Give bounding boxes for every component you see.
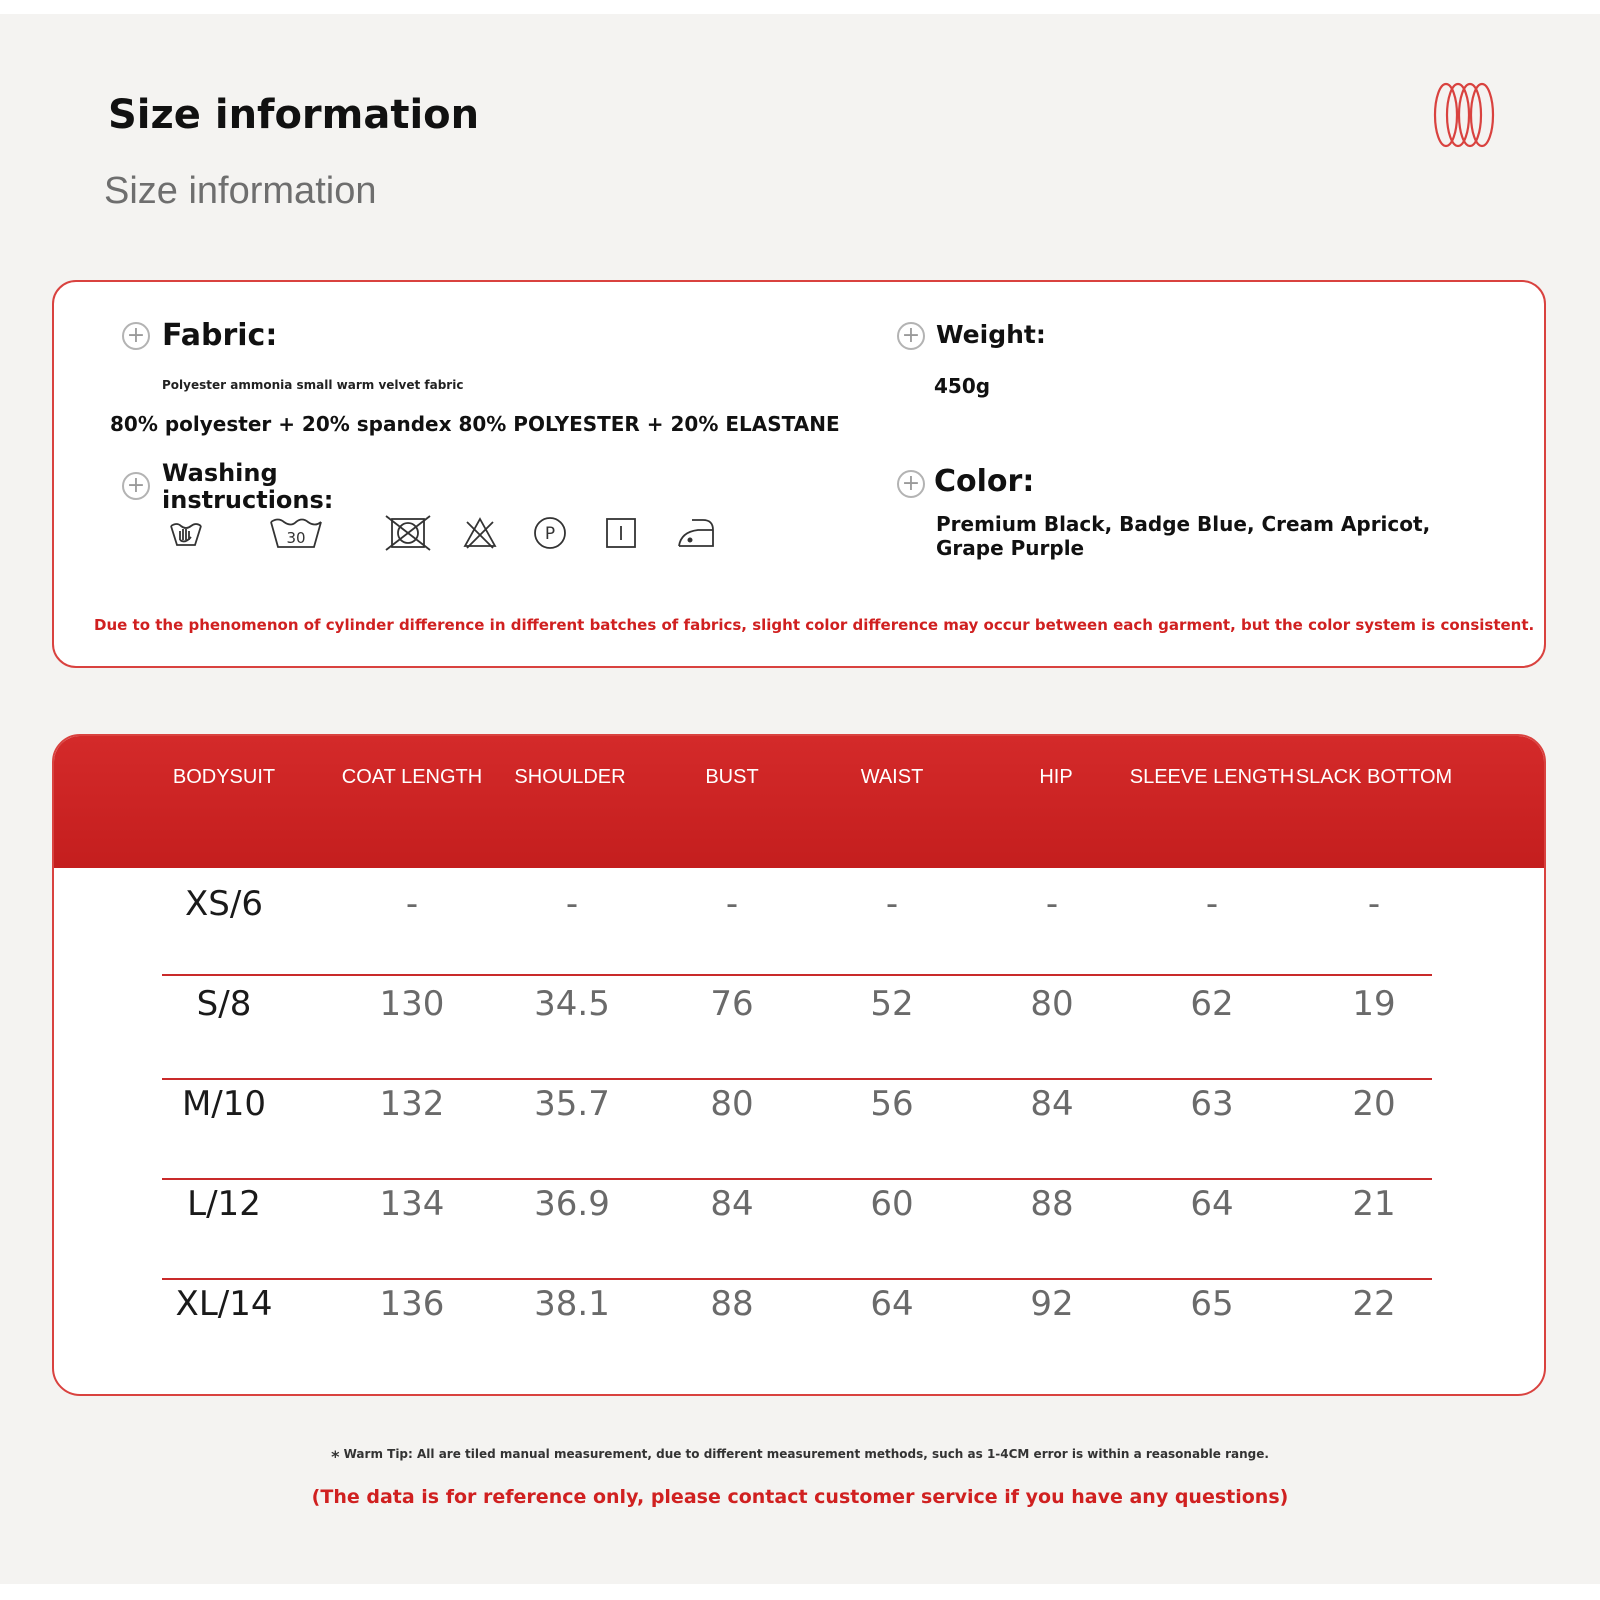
do-not-bleach-icon xyxy=(462,516,498,550)
reference-notice: (The data is for reference only, please contact customer service if you have any questions) xyxy=(311,1486,1289,1508)
weight-value: 450g xyxy=(934,374,991,398)
size-cell: 62 xyxy=(1190,984,1234,1024)
column-header: SHOULDER xyxy=(514,766,626,788)
size-cell: 19 xyxy=(1352,984,1396,1024)
size-cell: 34.5 xyxy=(534,984,610,1024)
dry-clean-p-text: P xyxy=(544,524,556,544)
bottom-strip xyxy=(0,1584,1600,1600)
size-cell: 64 xyxy=(870,1284,914,1324)
column-header: WAIST xyxy=(860,766,924,788)
tip-star: * xyxy=(331,1447,340,1466)
row-divider xyxy=(162,974,1432,976)
size-cell: 80 xyxy=(1030,984,1074,1024)
size-cell: - xyxy=(1367,884,1381,924)
page-subtitle: Size information xyxy=(104,170,377,212)
color-line2: Grape Purple xyxy=(936,536,1085,560)
column-header: COAT LENGTH xyxy=(341,766,483,788)
size-cell: 136 xyxy=(379,1284,445,1324)
column-header: HIP xyxy=(1039,766,1073,788)
size-cell: 56 xyxy=(870,1084,914,1124)
size-cell: 92 xyxy=(1030,1284,1074,1324)
washing-plus-icon: + xyxy=(122,472,150,500)
size-label: XS/6 xyxy=(185,884,263,924)
color-plus-icon: + xyxy=(897,470,925,498)
wash-30-text: 30 xyxy=(286,529,306,547)
column-header: SLEEVE LENGTH xyxy=(1129,766,1295,788)
weight-plus-icon: + xyxy=(897,322,925,350)
size-cell: 22 xyxy=(1352,1284,1396,1324)
size-cell: - xyxy=(565,884,579,924)
size-cell: 60 xyxy=(870,1184,914,1224)
size-cell: - xyxy=(885,884,899,924)
size-cell: - xyxy=(405,884,419,924)
color-label: Color: xyxy=(934,464,1035,499)
fabric-label: Fabric: xyxy=(162,318,278,353)
size-cell: 36.9 xyxy=(534,1184,610,1224)
size-cell: 38.1 xyxy=(534,1284,610,1324)
size-cell: 88 xyxy=(710,1284,754,1324)
hand-wash-icon xyxy=(168,518,204,548)
size-cell: 80 xyxy=(710,1084,754,1124)
size-cell: 130 xyxy=(379,984,445,1024)
color-line1: Premium Black, Badge Blue, Cream Apricot, xyxy=(936,512,1431,536)
row-divider xyxy=(162,1178,1432,1180)
iron-low-icon xyxy=(676,516,716,550)
size-cell: 84 xyxy=(1030,1084,1074,1124)
size-cell: 63 xyxy=(1190,1084,1234,1124)
washing-label xyxy=(162,460,333,514)
size-label: S/8 xyxy=(196,984,252,1024)
page-title: Size information xyxy=(108,92,480,138)
fabric-description: Polyester ammonia small warm velvet fabric xyxy=(162,378,464,392)
line-dry-icon xyxy=(604,516,638,550)
size-cell: 65 xyxy=(1190,1284,1234,1324)
wash-30-icon xyxy=(268,516,324,550)
size-cell: 76 xyxy=(710,984,754,1024)
row-divider xyxy=(162,1278,1432,1280)
size-cell: - xyxy=(1205,884,1219,924)
size-cell: 132 xyxy=(379,1084,445,1124)
do-not-tumble-dry-icon xyxy=(384,514,432,552)
size-table-card xyxy=(52,734,1546,1396)
size-cell: 52 xyxy=(870,984,914,1024)
column-header: BODYSUIT xyxy=(172,766,276,788)
size-cell: - xyxy=(1045,884,1059,924)
washing-label-line1: Washing xyxy=(162,459,278,487)
color-values xyxy=(936,512,1430,560)
tip-text: Warm Tip: All are tiled manual measurement, due to different measurement methods, such as 1-4CM error is within a reasonable range. xyxy=(343,1447,1269,1461)
warm-tip xyxy=(0,1447,1600,1466)
size-label: L/12 xyxy=(187,1184,261,1224)
size-label: XL/14 xyxy=(175,1284,273,1324)
size-cell: 134 xyxy=(379,1184,445,1224)
size-cell: 20 xyxy=(1352,1084,1396,1124)
washing-label-line2: instructions: xyxy=(162,486,334,514)
size-cell: 21 xyxy=(1352,1184,1396,1224)
column-header: BUST xyxy=(705,766,759,788)
color-difference-notice: Due to the phenomenon of cylinder difference in different batches of fabrics, slight color difference may occur between each garment, but the color system is consistent. xyxy=(94,616,1535,634)
size-table-header xyxy=(54,736,1544,868)
size-cell: 88 xyxy=(1030,1184,1074,1224)
column-header: SLACK BOTTOM xyxy=(1295,766,1453,788)
rings-logo-icon xyxy=(1432,80,1498,150)
product-info-card xyxy=(52,280,1546,668)
size-cell: - xyxy=(725,884,739,924)
size-cell: 84 xyxy=(710,1184,754,1224)
fabric-plus-icon: + xyxy=(122,322,150,350)
size-cell: 64 xyxy=(1190,1184,1234,1224)
weight-label: Weight: xyxy=(936,320,1046,349)
size-cell: 35.7 xyxy=(534,1084,610,1124)
fabric-composition: 80% polyester + 20% spandex 80% POLYESTER + 20% ELASTANE xyxy=(110,412,840,436)
row-divider xyxy=(162,1078,1432,1080)
dry-clean-p-icon xyxy=(532,516,568,550)
size-label: M/10 xyxy=(181,1084,267,1124)
top-strip xyxy=(0,0,1600,14)
